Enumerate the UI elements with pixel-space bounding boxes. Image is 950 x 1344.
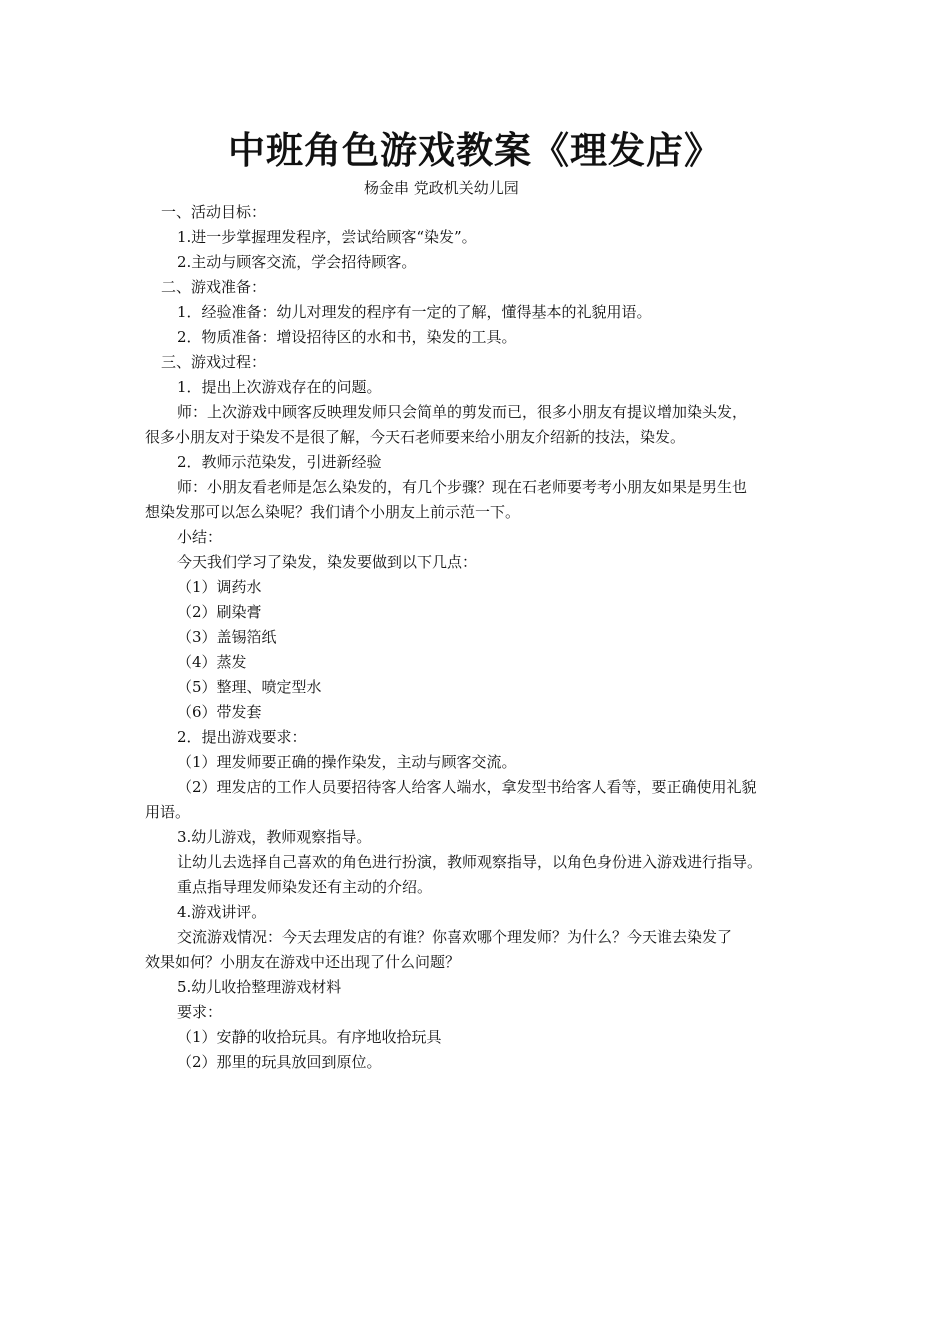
text-line: 今天我们学习了染发，染发要做到以下几点：	[177, 553, 478, 571]
text-line: 4.游戏讲评。	[177, 903, 267, 921]
text-line: 效果如何？小朋友在游戏中还出现了什么问题？	[145, 953, 461, 971]
list-item: （5）整理、喷定型水	[177, 678, 322, 696]
text-line: 想染发那可以怎么染呢？我们请个小朋友上前示范一下。	[145, 503, 521, 521]
list-item: （3）盖锡箔纸	[177, 628, 277, 646]
text-line: 1.进一步掌握理发程序，尝试给顾客“染发”。	[177, 228, 477, 246]
text-line: 1．经验准备：幼儿对理发的程序有一定的了解，懂得基本的礼貌用语。	[177, 303, 652, 321]
text-line: 重点指导理发师染发还有主动的介绍。	[177, 878, 433, 896]
list-item: （2）理发店的工作人员要招待客人给客人端水，拿发型书给客人看等，要正确使用礼貌	[177, 778, 757, 796]
list-item: （6）带发套	[177, 703, 262, 721]
text-line: 2．物质准备：增设招待区的水和书，染发的工具。	[177, 328, 517, 346]
text-line: 用语。	[145, 803, 191, 821]
list-item: （2）刷染膏	[177, 603, 262, 621]
list-item: （1）安静的收拾玩具。有序地收拾玩具	[177, 1028, 442, 1046]
text-line: 师：小朋友看老师是怎么染发的，有几个步骤？现在石老师要考考小朋友如果是男生也	[177, 478, 748, 496]
section-heading-process: 三、游戏过程：	[161, 353, 267, 371]
list-item: （1）理发师要正确的操作染发，主动与顾客交流。	[177, 753, 517, 771]
document-title: 中班角色游戏教案《理发店》	[228, 128, 722, 172]
text-line: 让幼儿去选择自己喜欢的角色进行扮演，教师观察指导，以角色身份进入游戏进行指导。	[177, 853, 763, 871]
text-line: 3.幼儿游戏，教师观察指导。	[177, 828, 372, 846]
text-line: 很多小朋友对于染发不是很了解，今天石老师要来给小朋友介绍新的技法，染发。	[145, 428, 686, 446]
section-heading-preparation: 二、游戏准备：	[161, 278, 267, 296]
list-item: （4）蒸发	[177, 653, 247, 671]
text-line: 师：上次游戏中顾客反映理发师只会简单的剪发而已，很多小朋友有提议增加染头发，	[177, 403, 748, 421]
text-line: 5.幼儿收拾整理游戏材料	[177, 978, 342, 996]
text-line: 交流游戏情况：今天去理发店的有谁？你喜欢哪个理发师？为什么？今天谁去染发了	[177, 928, 733, 946]
list-item: （1）调药水	[177, 578, 262, 596]
text-line: 1．提出上次游戏存在的问题。	[177, 378, 382, 396]
document-author: 杨金串 党政机关幼儿园	[364, 179, 519, 197]
text-line: 要求：	[177, 1003, 223, 1021]
text-line: 2．提出游戏要求：	[177, 728, 307, 746]
text-line: 2．教师示范染发，引进新经验	[177, 453, 382, 471]
list-item: （2）那里的玩具放回到原位。	[177, 1053, 382, 1071]
text-line: 2.主动与顾客交流，学会招待顾客。	[177, 253, 417, 271]
text-line: 小结：	[177, 528, 223, 546]
section-heading-goals: 一、活动目标：	[161, 203, 267, 221]
